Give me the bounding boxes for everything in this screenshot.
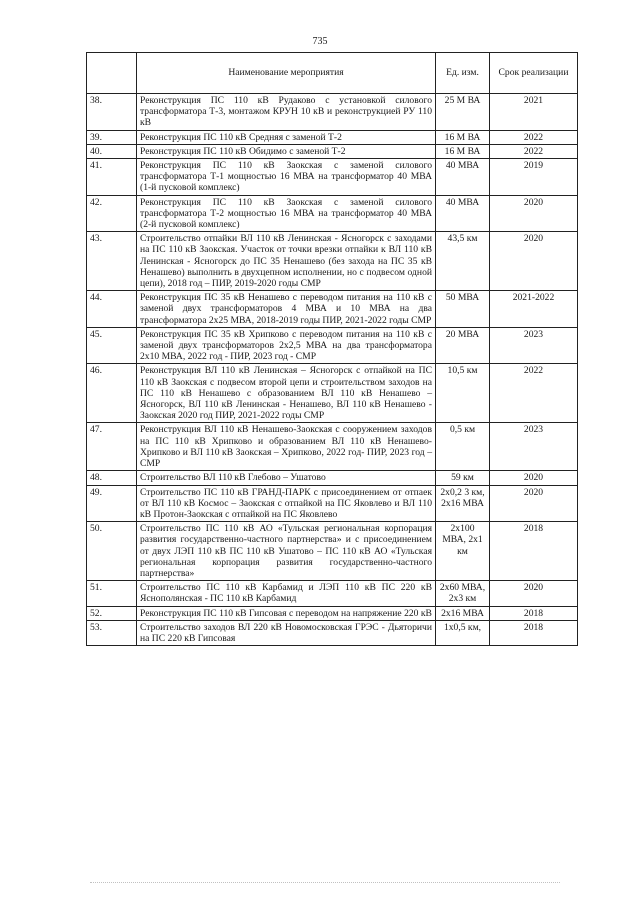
- row-number: 46.: [87, 364, 137, 423]
- table-row: [87, 130, 578, 144]
- row-unit: 40 МВА: [436, 195, 490, 232]
- row-term: 2020: [490, 232, 578, 291]
- row-number: 44.: [87, 291, 137, 328]
- row-term: 2022: [490, 144, 578, 158]
- row-number: 53.: [87, 620, 137, 645]
- header-term: Срок реализации: [490, 53, 578, 94]
- row-unit: 25 М ВА: [436, 94, 490, 131]
- row-name: Строительство ПС 110 кВ Карбамид и ЛЭП 110 кВ ПС 220 кВ Яснополянская - ПС 110 кВ Карбамид: [137, 581, 436, 606]
- header-name: Наименование мероприятия: [137, 53, 436, 94]
- row-unit: 59 км: [436, 471, 490, 485]
- row-name: Реконструкция ПС 110 кВ Рудаково с установкой силового трансформатора Т-3, монтажом КРУН 10 кВ и реконструкцией РУ 110 кВ: [137, 94, 436, 131]
- table-row: [87, 195, 578, 232]
- row-unit: 16 М ВА: [436, 130, 490, 144]
- row-name: Строительство ВЛ 110 кВ Глебово – Ушатово: [137, 471, 436, 485]
- row-name: Строительство ПС 110 кВ ГРАНД-ПАРК с присоединением от отпаек от ВЛ 110 кВ Космос – Заокская с отпайкой на ПС Яковлево и ВЛ 110 кВ Протон-Заокская с отпайкой на ПС Яковлево: [137, 485, 436, 522]
- row-name: Реконструкция ПС 110 кВ Гипсовая с переводом на напряжение 220 кВ: [137, 606, 436, 620]
- table-row: [87, 144, 578, 158]
- row-unit: 20 МВА: [436, 327, 490, 364]
- row-term: 2019: [490, 159, 578, 196]
- row-number: 39.: [87, 130, 137, 144]
- row-term: 2021: [490, 94, 578, 131]
- row-name: Реконструкция ПС 110 кВ Заокская с заменой силового трансформатора Т-1 мощностью 16 МВА на трансформатор 40 МВА (1-й пусковой комплекс): [137, 159, 436, 196]
- row-term: 2022: [490, 364, 578, 423]
- header-number: [87, 53, 137, 94]
- row-number: 51.: [87, 581, 137, 606]
- table-header-row: [87, 53, 578, 94]
- row-unit: 2х16 МВА: [436, 606, 490, 620]
- row-number: 52.: [87, 606, 137, 620]
- row-unit: 43,5 км: [436, 232, 490, 291]
- row-name: Реконструкция ПС 110 кВ Заокская с заменой силового трансформатора Т-2 мощностью 16 МВА на трансформатор 40 МВА (2-й пусковой комплекс): [137, 195, 436, 232]
- row-term: 2021-2022: [490, 291, 578, 328]
- row-term: 2023: [490, 327, 578, 364]
- row-number: 45.: [87, 327, 137, 364]
- row-name: Реконструкция ПС 110 кВ Средняя с заменой Т-2: [137, 130, 436, 144]
- row-number: 41.: [87, 159, 137, 196]
- row-number: 48.: [87, 471, 137, 485]
- row-unit: 2х60 МВА, 2х3 км: [436, 581, 490, 606]
- table-body: [87, 94, 578, 646]
- row-number: 38.: [87, 94, 137, 131]
- row-unit: 16 М ВА: [436, 144, 490, 158]
- row-name: Реконструкция ПС 35 кВ Хрипково с переводом питания на 110 кВ с заменой двух трансформаторов 2х2,5 МВА на два трансформатора 2х10 МВА, 2022 год - ПИР, 2023 год - СМР: [137, 327, 436, 364]
- row-name: Строительство отпайки ВЛ 110 кВ Ленинская - Ясногорск с заходами на ПС 110 кВ Заокская. Участок от точки врезки отпайки к ВЛ 110 кВ Ленинская - Ясногорск до ПС 35 Ненашево (без захода на ПС 35 кВ Ненашево) выполнить в двухцепном исполнении, но с подвесом одной цепи), 2018 год – ПИР, 2019-2020 годы СМР: [137, 232, 436, 291]
- row-term: 2023: [490, 423, 578, 471]
- row-term: 2022: [490, 130, 578, 144]
- row-number: 40.: [87, 144, 137, 158]
- table-row: [87, 485, 578, 522]
- row-number: 50.: [87, 522, 137, 581]
- row-number: 42.: [87, 195, 137, 232]
- table-row: [87, 94, 578, 131]
- row-term: 2018: [490, 522, 578, 581]
- row-name: Строительство ПС 110 кВ АО «Тульская региональная корпорация развития государственно-частного партнерства» и с присоединением от двух ЛЭП 110 кВ ПС 110 кВ Ушатово – ПС 110 кВ АО «Тульская региональная корпорация развития государственно-частного партнерства»: [137, 522, 436, 581]
- row-number: 43.: [87, 232, 137, 291]
- row-unit: 1х0,5 км,: [436, 620, 490, 645]
- row-term: 2020: [490, 485, 578, 522]
- table-row: [87, 291, 578, 328]
- row-number: 49.: [87, 485, 137, 522]
- row-unit: 10,5 км: [436, 364, 490, 423]
- row-name: Реконструкция ВЛ 110 кВ Ненашево-Заокская с сооружением заходов на ПС 110 кВ Хрипково и образованием ВЛ 110 кВ Ненашево-Хрипково и ВЛ 110 кВ Заокская – Хрипково, 2022 год- ПИР, 2023 год – СМР: [137, 423, 436, 471]
- row-term: 2020: [490, 471, 578, 485]
- table-row: [87, 364, 578, 423]
- row-unit: 0,5 км: [436, 423, 490, 471]
- page-number: 735: [312, 36, 328, 47]
- table-row: [87, 606, 578, 620]
- row-term: 2020: [490, 195, 578, 232]
- row-unit: 40 МВА: [436, 159, 490, 196]
- row-term: 2018: [490, 620, 578, 645]
- scan-artifact-line: [90, 882, 560, 887]
- row-term: 2020: [490, 581, 578, 606]
- row-unit: 2х100 МВА, 2х1 км: [436, 522, 490, 581]
- header-unit: Ед. изм.: [436, 53, 490, 94]
- row-number: 47.: [87, 423, 137, 471]
- row-unit: 2х0,2 3 км, 2х16 МВА: [436, 485, 490, 522]
- table-row: [87, 327, 578, 364]
- row-name: Реконструкция ПС 35 кВ Ненашево с переводом питания на 110 кВ с заменой двух трансформаторов 4 МВА и 10 МВА на два трансформатора 2х25 МВА, 2018-2019 годы ПИР, 2021-2022 годы СМР: [137, 291, 436, 328]
- table-row: [87, 423, 578, 471]
- table-row: [87, 620, 578, 645]
- measures-table: [86, 52, 578, 646]
- row-unit: 50 МВА: [436, 291, 490, 328]
- row-name: Строительство заходов ВЛ 220 кВ Новомосковская ГРЭС - Дьяторичи на ПС 220 кВ Гипсовая: [137, 620, 436, 645]
- table-row: [87, 232, 578, 291]
- table-row: [87, 581, 578, 606]
- table-row: [87, 522, 578, 581]
- table-row: [87, 471, 578, 485]
- row-term: 2018: [490, 606, 578, 620]
- row-name: Реконструкция ВЛ 110 кВ Ленинская – Ясногорск с отпайкой на ПС 110 кВ Заокская с подвесом второй цепи и строительством заходов на ПС 110 кВ Ненашево с образованием ВЛ 110 кВ Ненашево – Ясногорск, ВЛ 110 кВ Ленинская - Ненашево, ВЛ 110 кВ Ненашево - Заокская 2020 год ПИР, 2021-2022 годы СМР: [137, 364, 436, 423]
- table-row: [87, 159, 578, 196]
- row-name: Реконструкция ПС 110 кВ Обидимо с заменой Т-2: [137, 144, 436, 158]
